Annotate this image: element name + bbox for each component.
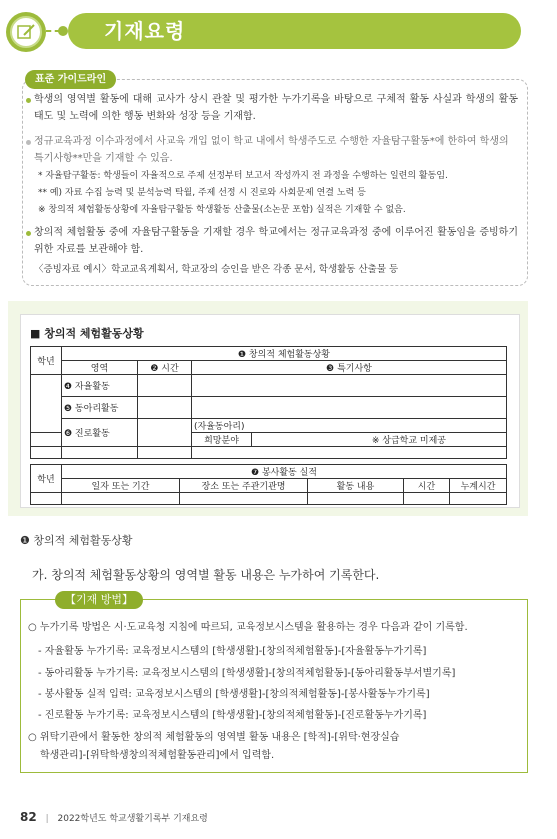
method-line-2: - 자율활동 누가기록: 교육정보시스템의 [학생생활]-[창의적체험활동]-[자율활동누가기록]	[38, 646, 427, 657]
blank-cell	[62, 447, 138, 459]
guideline-p3: 창의적 체험활동 중에 자율탐구활동을 기재할 경우 학교에서는 정규교육과정 중에 이루어진 활동임을 증빙하기 위한 자료를 보관해야 함.	[34, 227, 518, 255]
blank-cell	[31, 493, 62, 505]
time-cell	[138, 375, 192, 397]
blank-cell	[31, 447, 62, 459]
col-area: 영역	[62, 361, 138, 375]
method-tag: 【기재 방법】	[55, 591, 143, 609]
grade-header: 학년	[31, 465, 62, 493]
blank-cell	[62, 493, 180, 505]
club-label: (자율동아리)	[192, 419, 507, 433]
col-date: 일자 또는 기간	[62, 479, 180, 493]
activity-table	[30, 346, 507, 459]
form-title: ■ 창의적 체험활동상황	[30, 327, 144, 340]
method-line-4: - 봉사활동 실적 입력: 교육정보시스템의 [학생생활]-[창의적체험활동]-[봉사활동누가기록]	[38, 689, 430, 700]
blank-cell	[192, 447, 507, 459]
page-title: 기재요령	[104, 19, 186, 43]
method-line-3: - 동아리활동 누가기록: 교육정보시스템의 [학생생활]-[창의적체험활동]-[동아리활동부서별기록]	[38, 668, 456, 679]
col-hours: 시간	[404, 479, 450, 493]
bullet-dot	[26, 98, 31, 103]
footer-text: 2022학년도 학교생활기록부 기재요령	[57, 814, 208, 824]
row-career: ❻ 진로활동	[62, 419, 138, 447]
footer	[20, 810, 208, 824]
guideline-p1: 학생의 영역별 활동에 대해 교사가 상시 관찰 및 평가한 누가기록을 바탕으로 구체적 활동 사실과 학생의 활동 태도 및 노력에 의한 행동 변화와 성장 등을 기재함.	[34, 94, 518, 122]
page-number: 82	[20, 810, 37, 824]
section-title: ❶ 창의적 체험활동상황	[20, 534, 133, 547]
guideline-tag: 표준 가이드라인	[25, 70, 116, 89]
method-line-1: ○ 누가기록 방법은 시·도교육청 지침에 따르되, 교육정보시스템을 활용하는 경우 다음과 같이 기록함.	[28, 622, 468, 633]
guideline-note2: ** 예) 자료 수집 능력 및 분석능력 탁월, 주제 선정 시 진로와 사회문제 연결 노력 등	[38, 188, 366, 198]
volunteer-table	[30, 464, 507, 505]
header-dot	[58, 26, 68, 36]
career-note: ※ 상급학교 미제공	[252, 433, 507, 447]
time-cell	[138, 419, 192, 447]
guideline-p4: 〈증빙자료 예시〉학교교육계획서, 학교장의 승인을 받은 각종 문서, 학생활동 산출물 등	[34, 264, 399, 275]
grade-cell	[31, 433, 62, 447]
section-subtitle: 가. 창의적 체험활동상황의 영역별 활동 내용은 누가하여 기록한다.	[32, 568, 380, 582]
notes-cell	[192, 397, 507, 419]
method-line-6: ○ 위탁기관에서 활동한 창의적 체험활동의 영역별 활동 내용은 [학적]-[위탁·현장실습	[28, 732, 400, 743]
blank-cell	[138, 447, 192, 459]
guideline-note3: ※ 창의적 체험활동상황에 자율탐구활동 학생활동 산출물(소논문 포함) 실적은 기재할 수 없음.	[38, 205, 406, 215]
blank-cell	[180, 493, 308, 505]
col-place: 장소 또는 주관기관명	[180, 479, 308, 493]
method-line-7: 학생관리]-[위탁학생창의적체험활동관리]에서 입력함.	[40, 750, 275, 761]
guideline-p2: 정규교육과정 이수과정에서 사교육 개입 없이 학교 내에서 학생주도로 수행한 자율탐구활동*에 한하여 학생의 특기사항**만을 기재할 수 있음.	[34, 136, 509, 164]
row-autonomous: ❹ 자율활동	[62, 375, 138, 397]
blank-cell	[308, 493, 404, 505]
col-time: ❷ 시간	[138, 361, 192, 375]
footer-separator: |	[45, 814, 49, 824]
grade-cell	[31, 375, 62, 433]
notes-cell	[192, 375, 507, 397]
blank-cell	[404, 493, 450, 505]
method-line-5: - 진로활동 누가기록: 교육정보시스템의 [학생생활]-[창의적체험활동]-[진로활동누가기록]	[38, 710, 427, 721]
bullet-dot	[26, 140, 31, 145]
row-club: ❺ 동아리활동	[62, 397, 138, 419]
col-content: 활동 내용	[308, 479, 404, 493]
blank-cell	[450, 493, 507, 505]
volunteer-header: ❼ 봉사활동 실적	[62, 465, 507, 479]
col-notes: ❸ 특기사항	[192, 361, 507, 375]
grade-header: 학년	[31, 347, 62, 375]
time-cell	[138, 397, 192, 419]
col-cumulative: 누계시간	[450, 479, 507, 493]
header-badge	[6, 12, 46, 52]
activity-header: ❶ 창의적 체험활동상황	[62, 347, 507, 361]
hope-field-label: 희망분야	[192, 433, 252, 447]
guideline-note1: * 자율탐구활동: 학생들이 자율적으로 주제 선정부터 보고서 작성까지 전 과정을 수행하는 일련의 활동임.	[38, 171, 448, 181]
pencil-note-icon	[16, 23, 36, 41]
bullet-dot	[26, 231, 31, 236]
